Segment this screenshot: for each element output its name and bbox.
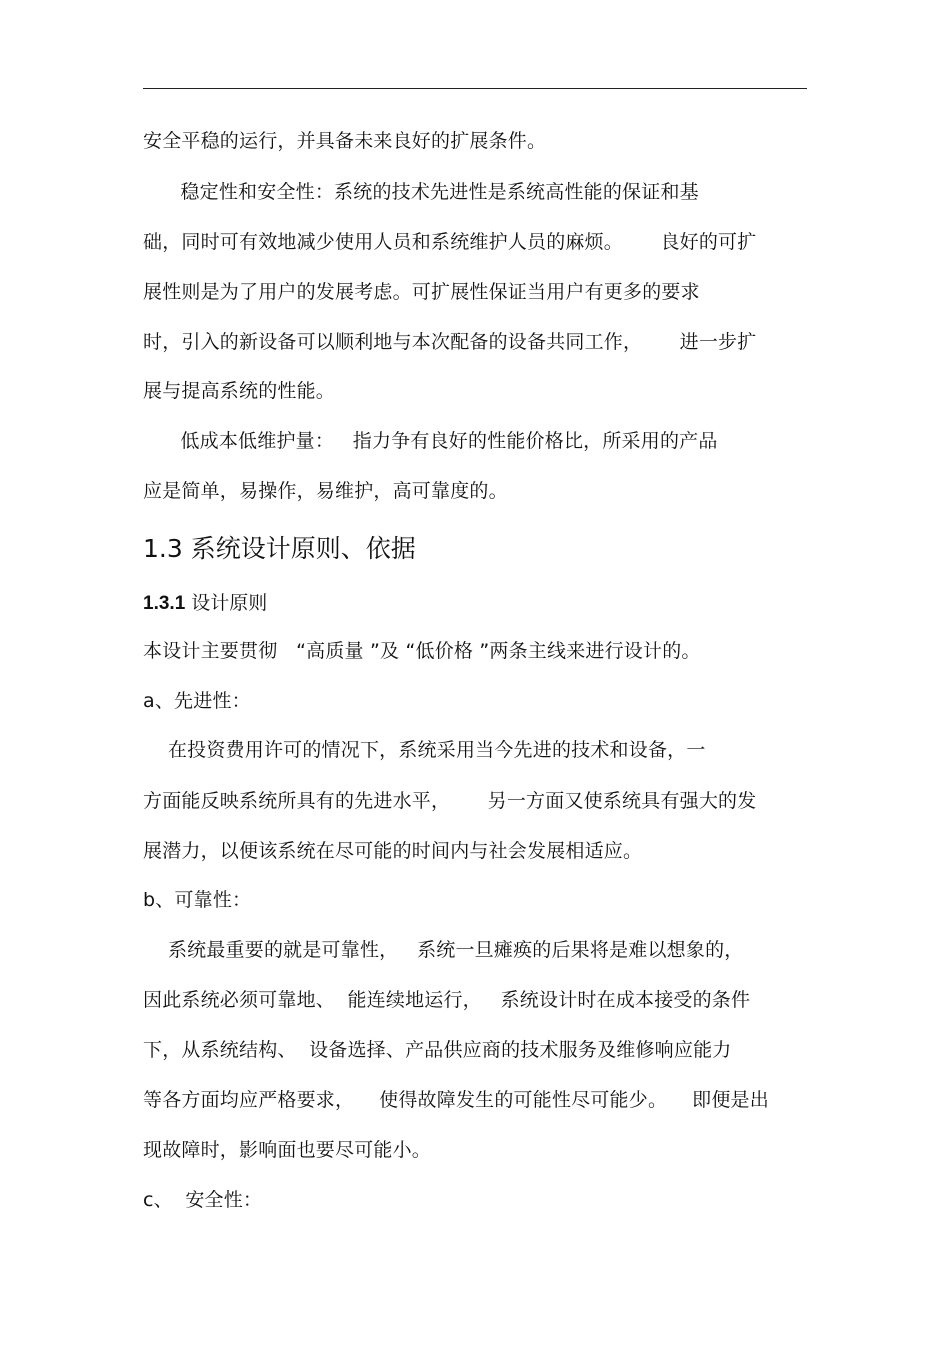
text-line: 下，从系统结构、 设备选择、产品供应商的技术服务及维修响应能力 bbox=[143, 1039, 732, 1061]
header-rule bbox=[143, 88, 807, 89]
list-label: b、可靠性： bbox=[143, 889, 252, 911]
text-line: 应是简单，易操作，易维护，高可靠度的。 bbox=[143, 480, 508, 502]
list-label: c、 安全性： bbox=[143, 1189, 263, 1211]
list-label: a、先进性： bbox=[143, 690, 251, 712]
text-line: 安全平稳的运行，并具备未来良好的扩展条件。 bbox=[143, 130, 547, 152]
subsection-heading bbox=[143, 590, 267, 617]
text-line: 本设计主要贯彻 “高质量 ”及 “低价格 ”两条主线来进行设计的。 bbox=[143, 640, 701, 662]
text-line: 系统最重要的就是可靠性， 系统一旦瘫痪的后果将是难以想象的， bbox=[143, 939, 744, 961]
section-heading: 1.3 系统设计原则、依据 bbox=[143, 534, 416, 563]
text-line: 展与提高系统的性能。 bbox=[143, 380, 336, 402]
text-line: 础，同时可有效地减少使用人员和系统维护人员的麻烦。 良好的可扩 bbox=[143, 231, 757, 253]
text-line: 稳定性和安全性：系统的技术先进性是系统高性能的保证和基 bbox=[143, 181, 699, 203]
text-line: 等各方面均应严格要求， 使得故障发生的可能性尽可能少。 即便是出 bbox=[143, 1089, 769, 1111]
text-line: 现故障时，影响面也要尽可能小。 bbox=[143, 1139, 432, 1161]
text-line: 展性则是为了用户的发展考虑。可扩展性保证当用户有更多的要求 bbox=[143, 281, 700, 303]
text-line: 在投资费用许可的情况下，系统采用当今先进的技术和设备，一 bbox=[143, 739, 706, 761]
text-line: 低成本低维护量： 指力争有良好的性能价格比，所采用的产品 bbox=[143, 430, 718, 452]
text-line: 因此系统必须可靠地、 能连续地运行， 系统设计时在成本接受的条件 bbox=[143, 989, 751, 1011]
text-line: 展潜力，以便该系统在尽可能的时间内与社会发展相适应。 bbox=[143, 840, 643, 862]
text-line: 方面能反映系统所具有的先进水平， 另一方面又使系统具有强大的发 bbox=[143, 790, 757, 812]
subsection-number: 1.3.1 bbox=[143, 593, 186, 614]
subsection-title: 设计原则 bbox=[185, 592, 268, 614]
text-line: 时，引入的新设备可以顺利地与本次配备的设备共同工作， 进一步扩 bbox=[143, 331, 757, 353]
